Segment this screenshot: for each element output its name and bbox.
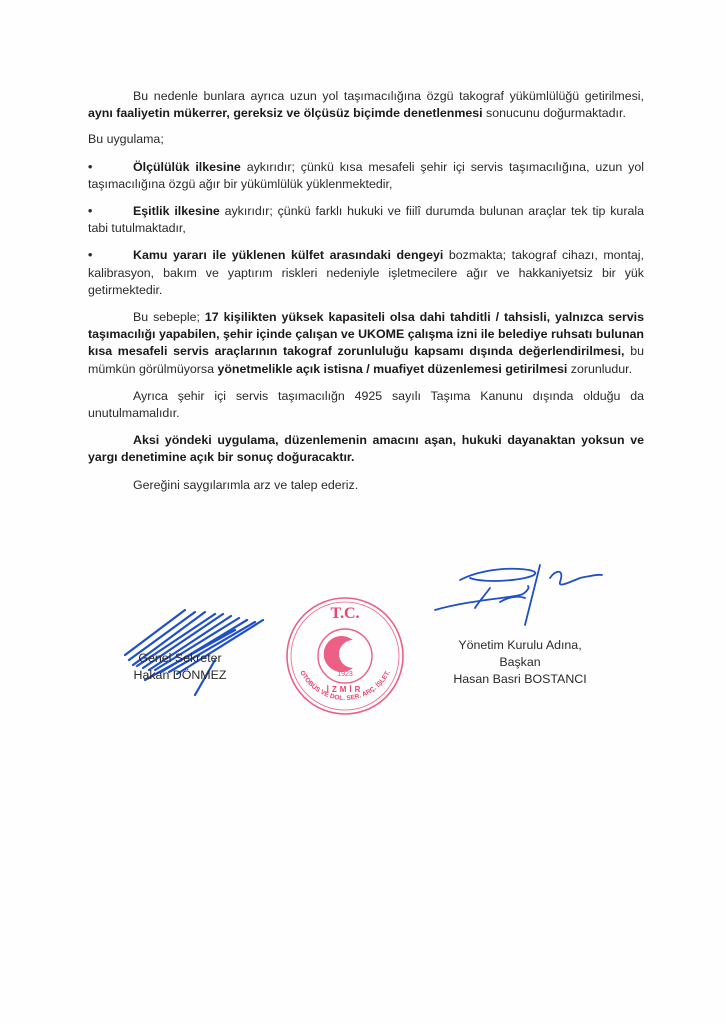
- bullet-item-3: [88, 247, 644, 299]
- letter-body: [88, 88, 644, 494]
- seal-top-text: T.C.: [330, 605, 360, 622]
- bullet-1-bold: Ölçülülük ilkesine: [133, 159, 241, 174]
- paragraph-4: Ayrıca şehir içi servis taşımacılığn 4925 sayılı Taşıma Kanunu dışında olduğu da unutulmamalıdır.: [88, 388, 644, 421]
- seal-year: 1923: [337, 671, 353, 678]
- paragraph-1-text: Bu nedenle bunlara ayrıca uzun yol taşımacılığına özgü takograf yükümlülüğü getirilmesi,: [133, 89, 644, 103]
- right-signatory-line1: Yönetim Kurulu Adına,: [458, 638, 582, 652]
- right-signature: [430, 560, 610, 630]
- paragraph-6: Gereğini saygılarımla arz ve talep ederiz.: [133, 477, 359, 492]
- right-signatory-line2: Başkan: [499, 655, 541, 669]
- bullet-text-1: [88, 159, 644, 193]
- bullet-icon: •: [88, 248, 93, 263]
- bullet-2-normal: aykırıdır; çünkü farklı hukuki ve fiilî durumda bulunan araçlar tek tip kurala tabi tutulmaktadır,: [88, 204, 644, 236]
- bullet-3-normal: bozmakta; takograf cihazı, montaj, kalibrasyon, bakım ve yaptırım riskleri nedeniyle işletmecilere ağır ve hakkaniyetsiz bir yük getirmektedir.: [88, 248, 644, 297]
- paragraph-2: Bu uygulama;: [88, 132, 164, 147]
- bullet-3-bold: Kamu yararı ile yüklenen külfet arasındaki dengeyi: [133, 248, 444, 263]
- bullet-icon: •: [88, 204, 93, 219]
- left-signatory-title: Genel Sekreter: [138, 651, 222, 665]
- left-signatory: [125, 650, 235, 684]
- paragraph-3: [88, 309, 644, 378]
- paragraph-1: [88, 88, 644, 122]
- official-seal: [283, 594, 407, 718]
- bullet-item-2: [88, 203, 644, 237]
- paragraph-5: Aksi yöndeki uygulama, düzenlemenin amacını aşan, hukuki dayanaktan yoksun ve yargı denetimine açık bir sonuç doğuracaktır.: [88, 433, 644, 465]
- right-signatory: [440, 637, 600, 688]
- paragraph-3-start: Bu sebeple;: [133, 310, 205, 325]
- seal-city: İZMİR: [326, 685, 364, 694]
- paragraph-3-bold-b: yönetmelikle açık istisna / muafiyet düzenlemesi getirilmesi: [217, 361, 568, 376]
- paragraph-3-bold-a: 17 kişilikten yüksek kapasiteli olsa dahi tahditli / tahsisli, yalnızca servis taşımacılığı yapabilen, şehir içinde çalışan ve UKOME çalışma izni ile belediye ruhsatı bulunan kısa mesafeli servis araçlarının takograf zorunluluğu kapsamı dışında değerlendirilmesi,: [88, 310, 645, 359]
- paragraph-1-bold: aynı faaliyetin mükerrer, gereksiz ve ölçüsüz biçimde denetlenmesi: [88, 106, 483, 121]
- left-signatory-name: Hakan DÖNMEZ: [133, 668, 227, 682]
- bullet-icon: •: [88, 159, 93, 174]
- bullet-text-2: [88, 203, 644, 237]
- bullet-1-normal: aykırıdır; çünkü kısa mesafeli şehir içi servis taşımacılığına, uzun yol taşımacılığına özgü ağır bir yükümlülük yüklenmektedir,: [88, 159, 645, 191]
- right-signatory-name: Hasan Basri BOSTANCI: [453, 672, 587, 686]
- bullet-item-1: [88, 159, 644, 193]
- paragraph-3-mid: bu mümkün görülmüyorsa: [88, 344, 644, 376]
- paragraph-3-end: zorunludur.: [567, 361, 633, 376]
- bullet-text-3: [88, 247, 644, 299]
- seal-ring-textpath: OTOBÜS VE DOL. SER. ARÇ. İŞLET.: [298, 669, 392, 703]
- paragraph-1-end: sonucunu doğurmaktadır.: [482, 106, 626, 121]
- bullet-2-bold: Eşitlik ilkesine: [133, 204, 220, 219]
